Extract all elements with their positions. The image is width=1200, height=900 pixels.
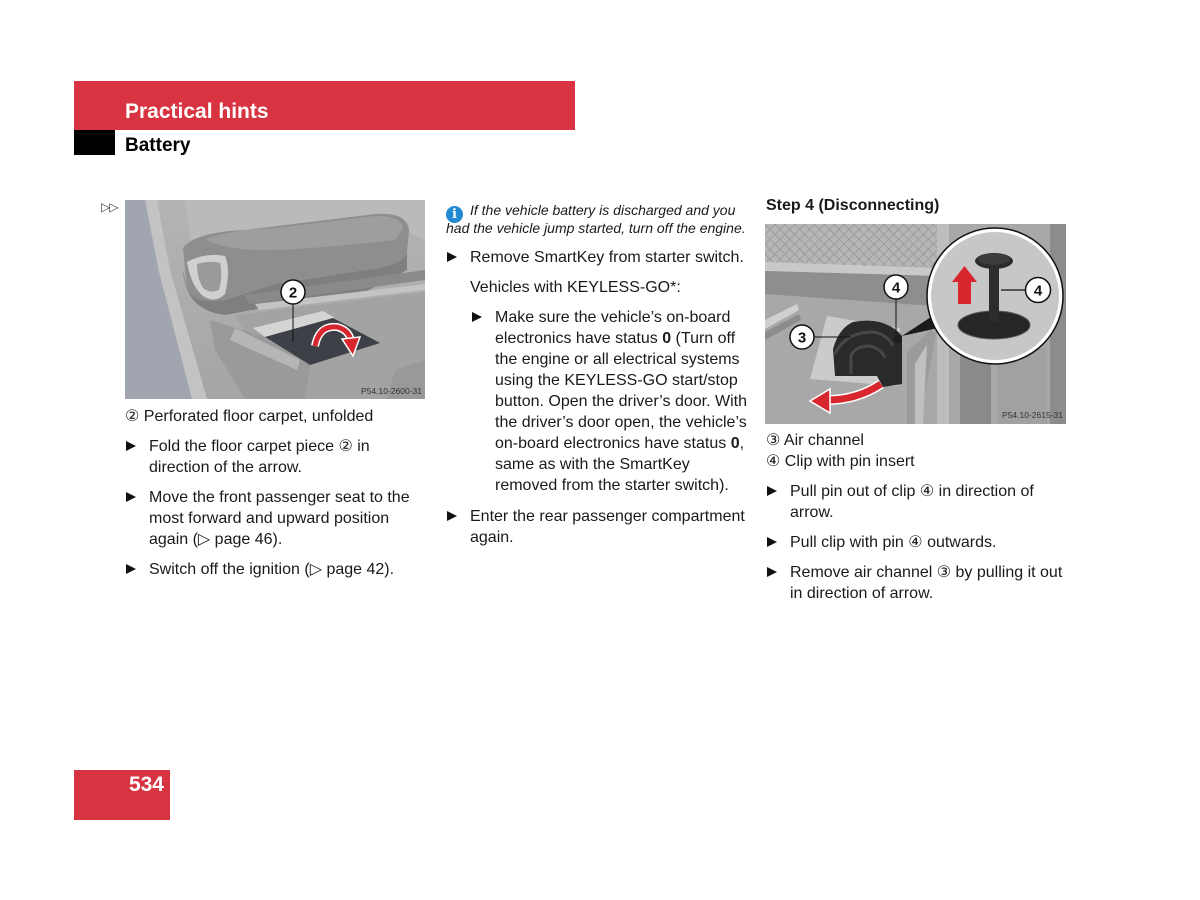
legend-item-air-channel: ③ Air channel <box>766 432 864 449</box>
subsection-title: Battery <box>125 135 191 156</box>
bullet-icon <box>447 252 457 262</box>
step-line: direction of the arrow. <box>149 459 302 476</box>
section-title: Practical hints <box>125 100 269 123</box>
svg-text:4: 4 <box>1033 282 1043 300</box>
text: on-board electronics have status <box>495 435 731 452</box>
air-channel-illustration <box>765 224 1066 424</box>
step-switch-off-ignition <box>125 559 394 580</box>
text: Switch off the ignition ( <box>149 561 310 578</box>
step-line: in direction of arrow. <box>790 585 934 602</box>
note-line <box>446 201 746 222</box>
step-line: Pull clip with pin ④ outwards. <box>790 534 997 551</box>
bullet-icon <box>767 486 777 496</box>
step-keyless-status <box>471 307 747 496</box>
image-code: P54.10-2615-31 <box>1002 410 1063 420</box>
step-pull-clip <box>766 532 996 553</box>
page-46-link[interactable]: ▷ page 46 <box>197 531 273 548</box>
page-number: 534 <box>128 773 164 796</box>
figure-floor-carpet <box>125 200 425 399</box>
text: , <box>739 435 745 452</box>
subsection-marker-block <box>74 130 115 155</box>
text: ). <box>272 531 283 548</box>
note-line: had the vehicle jump started, turn off the engine. <box>446 220 746 236</box>
figure-caption: ② Perforated floor carpet, unfolded <box>125 408 374 425</box>
step-line: Make sure the vehicle’s on-board <box>495 309 731 326</box>
step-line: same as with the SmartKey <box>495 456 690 473</box>
info-note <box>446 201 746 237</box>
text: again ( <box>149 531 198 548</box>
step-line <box>495 433 747 454</box>
step-line <box>495 328 747 349</box>
bullet-icon <box>126 441 136 451</box>
info-icon: i <box>446 206 463 223</box>
legend-item-clip: ④ Clip with pin insert <box>766 453 915 470</box>
step-line: the engine or all electrical systems <box>495 351 740 368</box>
svg-text:3: 3 <box>797 329 807 347</box>
note-text: If the vehicle battery is discharged and you <box>470 202 736 218</box>
step-pull-pin <box>766 481 1034 523</box>
figure-legend <box>766 430 915 472</box>
step-line: button. Open the driver’s door. With <box>495 393 747 410</box>
step-line <box>149 559 394 580</box>
step-line: the driver’s door open, the vehicle’s <box>495 414 747 431</box>
bullet-icon <box>126 492 136 502</box>
text: electronics have status <box>495 330 663 347</box>
step-line: removed from the starter switch). <box>495 477 729 494</box>
step-heading: Step 4 (Disconnecting) <box>766 197 940 214</box>
step-line <box>149 529 410 550</box>
step-line: Remove air channel ③ by pulling it out <box>790 564 1063 581</box>
svg-text:2: 2 <box>288 284 298 302</box>
status-value: 0 <box>662 330 672 347</box>
step-line: using the KEYLESS-GO start/stop <box>495 372 738 389</box>
step-move-seat <box>125 487 410 550</box>
page-number-box <box>74 770 170 820</box>
step-line: Pull pin out of clip ④ in direction of <box>790 483 1034 500</box>
step-line: Remove SmartKey from starter switch. <box>470 249 744 266</box>
bullet-icon <box>472 312 482 322</box>
bullet-icon <box>126 564 136 574</box>
page-42-link[interactable]: ▷ page 42 <box>309 561 385 578</box>
bullet-icon <box>767 537 777 547</box>
step-remove-air-channel <box>766 562 1062 604</box>
step-line: again. <box>470 529 514 546</box>
status-value: 0 <box>730 435 740 452</box>
step-remove-smartkey <box>446 247 744 268</box>
seat-floor-illustration <box>125 200 425 399</box>
text: ). <box>384 561 395 578</box>
bullet-icon <box>447 511 457 521</box>
step-line: Move the front passenger seat to the <box>149 489 410 506</box>
svg-text:4: 4 <box>891 279 901 297</box>
bullet-icon <box>767 567 777 577</box>
figure-air-channel <box>765 224 1066 424</box>
keyless-go-label: Vehicles with KEYLESS-GO*: <box>470 279 681 296</box>
step-line: arrow. <box>790 504 834 521</box>
detail-magnifier <box>927 228 1063 364</box>
step-fold-carpet <box>125 436 370 478</box>
step-line: most forward and upward position <box>149 510 390 527</box>
step-enter-rear-compartment <box>446 506 745 548</box>
step-line: Enter the rear passenger compartment <box>470 508 745 525</box>
continuation-marker-icon: ▷▷ <box>101 200 118 214</box>
text: (Turn off <box>671 330 736 347</box>
image-code: P54.10-2600-31 <box>361 386 422 396</box>
step-line: Fold the floor carpet piece ② in <box>149 438 370 455</box>
